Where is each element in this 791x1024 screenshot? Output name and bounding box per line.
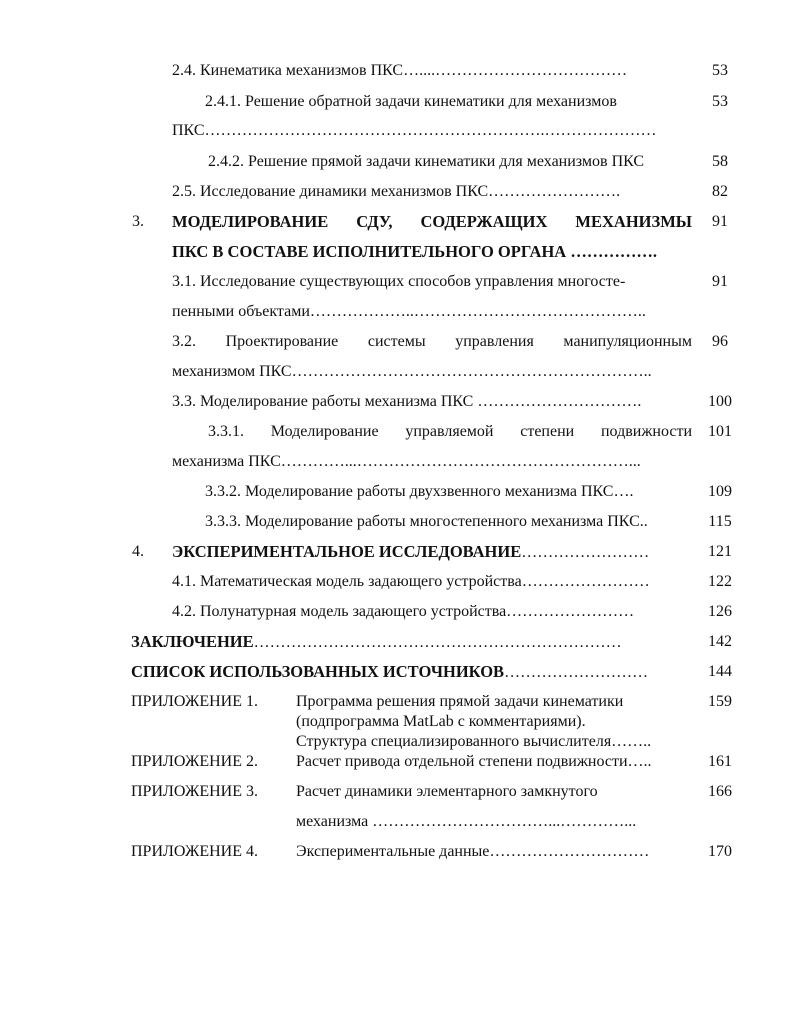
toc-page-number: 109 [708,483,732,500]
toc-page-number: 53 [712,93,728,110]
toc-entry-text: 2.4.1. Решение обратной задачи кинематики для механизмов [205,93,617,110]
toc-entry-text: 2.5. Исследование динамики механизмов ПКС……………………. [172,183,621,200]
toc-page-number: 144 [708,663,732,680]
toc-entry-text: 3.3. Моделирование работы механизма ПКС …………………………. [172,393,642,410]
chapter-number: 3. [132,213,144,230]
appendix-title: механизма ……………………………...…………... [296,813,637,830]
toc-entry-text: 4.1. Математическая модель задающего устройства…………………… [172,573,650,590]
toc-page-number: 121 [708,543,732,560]
toc-page-number: 122 [708,573,732,590]
references-line [131,662,648,683]
toc-page-number: 91 [712,273,728,290]
appendix-label: ПРИЛОЖЕНИЕ 3. [131,783,259,800]
conclusion-title: ЗАКЛЮЧЕНИЕ [131,632,254,651]
toc-page-number: 161 [708,753,732,770]
toc-page-number: 170 [708,843,732,860]
conclusion-line [131,632,622,653]
appendix-title: Программа решения прямой задачи кинематики [296,693,624,710]
toc-entry-text: 4.2. Полунатурная модель задающего устройства…………………… [172,603,635,620]
chapter-title: ЭКСПЕРИМЕНТАЛЬНОЕ ИССЛЕДОВАНИЕ [172,542,522,561]
appendix-title: Структура специализированного вычислителя…….. [296,733,652,750]
toc-entry-text: 3.1. Исследование существующих способов управления многосте- [172,273,626,290]
toc-page-number: 126 [708,603,732,620]
toc-page-number: 58 [712,153,728,170]
toc-page-number: 115 [708,513,732,530]
appendix-label: ПРИЛОЖЕНИЕ 1. [131,693,259,710]
toc-entry-continuation: пенными объектами………………..…………………………………….. [172,303,646,320]
references-title: СПИСОК ИСПОЛЬЗОВАННЫХ ИСТОЧНИКОВ [131,662,505,681]
toc-entry-text: 3.3.3. Моделирование работы многостепенного механизма ПКС.. [205,513,648,530]
appendix-title: (подпрограмма MatLab с комментариями). [296,713,586,730]
toc-page-number: 142 [708,633,732,650]
toc-entry-continuation: механизмом ПКС………………………………………………………….. [172,363,652,380]
leader-dots: …………………………………………………………… [253,634,622,651]
appendix-title: Расчет привода отдельной степени подвижности….. [296,753,652,770]
chapter-title-line [172,542,649,563]
appendix-title: Экспериментальные данные………………………… [296,843,650,860]
toc-entry-text: 2.4. Кинематика механизмов ПКС…....……………………………… [172,62,628,79]
toc-entry-text: 3.3.1. Моделирование управляемой степени подвижности [208,423,692,440]
toc-entry-text: 2.4.2. Решение прямой задачи кинематики для механизмов ПКС [208,153,645,170]
leader-dots: ……………………… [504,664,649,681]
toc-page-number: 159 [708,693,732,710]
toc-page-number: 101 [708,423,732,440]
toc-entry-continuation: механизма ПКС…………...……………………………………………... [172,453,641,470]
appendix-label: ПРИЛОЖЕНИЕ 4. [131,843,259,860]
appendix-title: Расчет динамики элементарного замкнутого [296,783,598,800]
appendix-label: ПРИЛОЖЕНИЕ 2. [131,753,259,770]
toc-entry-text: 3.3.2. Моделирование работы двухзвенного механизма ПКС…. [205,483,634,500]
toc-page-number: 96 [712,333,728,350]
chapter-title-continuation: ПКС В СОСТАВЕ ИСПОЛНИТЕЛЬНОГО ОРГАНА ……………. [172,242,657,261]
chapter-number: 4. [132,543,144,560]
leader-dots: …………………… [521,544,650,561]
toc-page-number: 53 [712,62,728,79]
toc-page-number: 91 [712,213,728,230]
toc-page-number: 82 [712,183,728,200]
toc-page-number: 166 [708,783,732,800]
toc-entry-text: 3.2. Проектирование системы управления манипуляционным [172,333,692,350]
toc-entry-continuation: ПКС……………………………………………………….………………… [172,122,657,139]
chapter-title: МОДЕЛИРОВАНИЕ СДУ, СОДЕРЖАЩИХ МЕХАНИЗМЫ [172,212,692,231]
toc-page-number: 100 [708,393,732,410]
